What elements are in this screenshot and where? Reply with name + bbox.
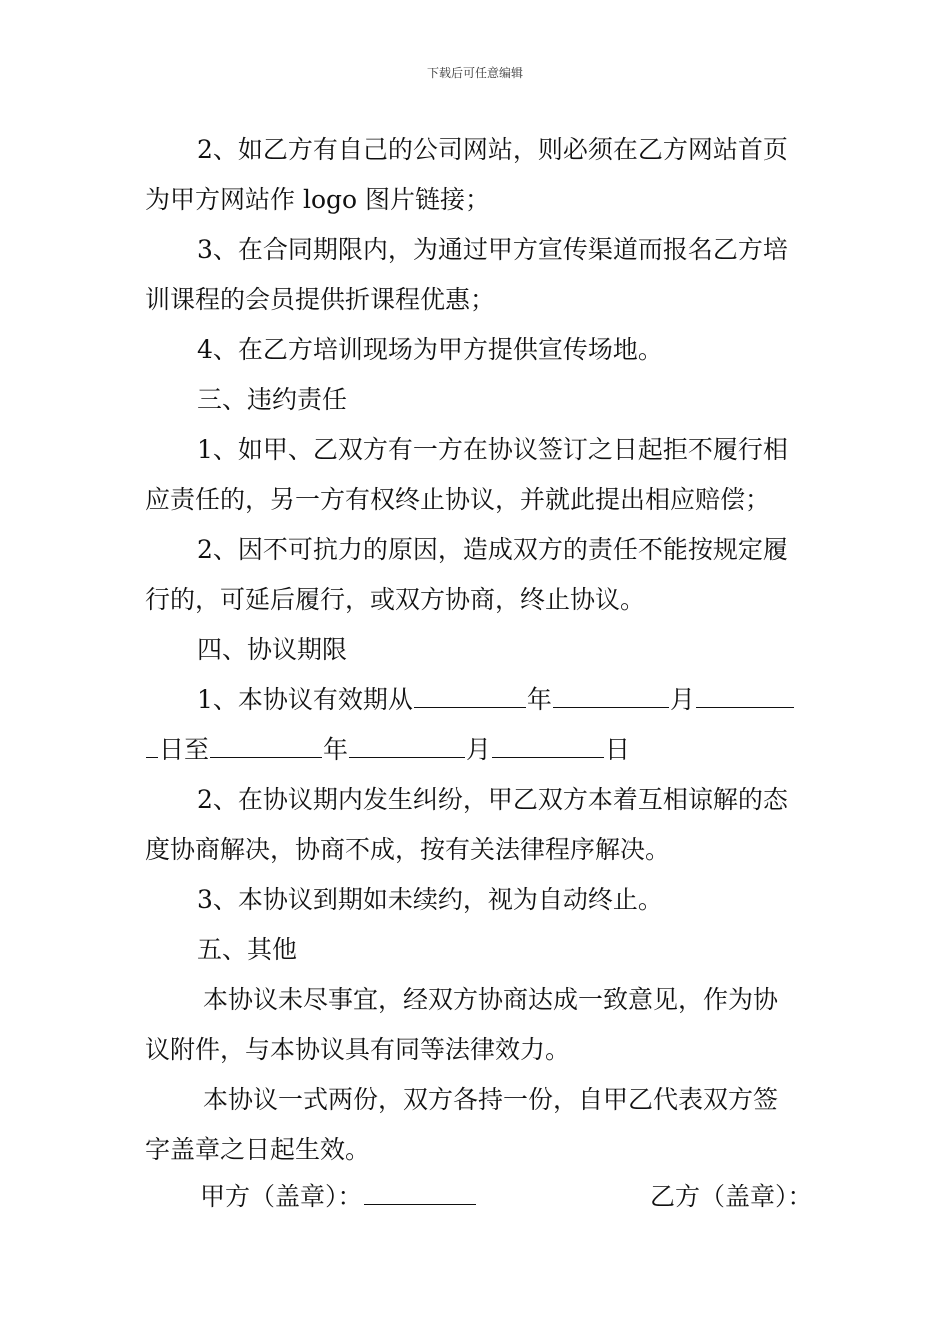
section-heading-breach <box>145 375 810 425</box>
clause-line: 行的，可延后履行，或双方协商，终止协议。 <box>145 585 646 614</box>
clause-c2 <box>145 525 810 625</box>
party-a-label: 甲方（盖章）： <box>200 1182 363 1211</box>
section-heading-term <box>145 625 810 675</box>
clause-period <box>145 675 810 775</box>
party-b-label: 乙方（盖章）： <box>650 1182 813 1211</box>
party-a-blank <box>364 1178 476 1205</box>
period-line-2 <box>145 725 810 775</box>
clause-line: 字盖章之日起生效。 <box>145 1135 371 1164</box>
clause-c1 <box>145 425 810 525</box>
clause-line: 3、在合同期限内，为通过甲方宣传渠道而报名乙方培 <box>197 235 788 264</box>
clause-line: 为甲方网站作 logo 图片链接； <box>145 185 490 214</box>
clause-line: 训课程的会员提供折课程优惠； <box>145 285 496 314</box>
clause-line: 本协议一式两份，双方各持一份，自甲乙代表双方签 <box>203 1085 779 1114</box>
clause-line: 议附件，与本协议具有同等法律效力。 <box>145 1035 571 1064</box>
day-blank-2 <box>492 731 604 758</box>
party-a-signature <box>200 1172 477 1222</box>
clause-line: 应责任的，另一方有权终止协议，并就此提出相应赔偿； <box>145 485 771 514</box>
year-blank-2 <box>210 731 322 758</box>
period-day-to: 日至 <box>159 735 210 764</box>
clause-e2 <box>145 1075 810 1175</box>
clause-line: 2、如乙方有自己的公司网站，则必须在乙方网站首页 <box>197 135 788 164</box>
clause-line: 度协商解决，协商不成，按有关法律程序解决。 <box>145 835 671 864</box>
clause-line: 本协议未尽事宜，经双方协商达成一致意见，作为协 <box>203 985 779 1014</box>
clause-b3 <box>145 225 810 325</box>
page-header: 下载后可任意编辑 <box>426 66 523 80</box>
section-heading-other <box>145 925 810 975</box>
clause-line: 2、在协议期内发生纠纷，甲乙双方本着互相谅解的态 <box>197 785 788 814</box>
clause-line: 4、在乙方培训现场为甲方提供宣传场地。 <box>197 335 663 364</box>
clause-line: 3、本协议到期如未续约，视为自动终止。 <box>197 885 663 914</box>
clause-d2 <box>145 775 810 875</box>
section-title: 三、违约责任 <box>197 385 348 414</box>
party-b-signature <box>650 1172 813 1222</box>
section-title: 五、其他 <box>197 935 298 964</box>
period-year: 年 <box>526 685 552 714</box>
month-blank-2 <box>349 731 465 758</box>
clause-b4 <box>145 325 810 375</box>
clause-line: 2、因不可抗力的原因，造成双方的责任不能按规定履 <box>197 535 788 564</box>
day-blank-cont <box>146 731 158 758</box>
period-month-2: 月 <box>466 735 492 764</box>
period-year-2: 年 <box>323 735 349 764</box>
month-blank <box>553 681 669 708</box>
section-title: 四、协议期限 <box>197 635 348 664</box>
period-day: 日 <box>605 735 631 764</box>
period-month: 月 <box>669 685 695 714</box>
clause-b2 <box>145 125 810 225</box>
clause-e1 <box>145 975 810 1075</box>
period-prefix: 1、本协议有效期从 <box>197 685 413 714</box>
period-line-1 <box>145 675 810 725</box>
clause-d3 <box>145 875 810 925</box>
year-blank <box>414 681 526 708</box>
clause-line: 1、如甲、乙双方有一方在协议签订之日起拒不履行相 <box>197 435 788 464</box>
day-blank <box>696 681 794 708</box>
